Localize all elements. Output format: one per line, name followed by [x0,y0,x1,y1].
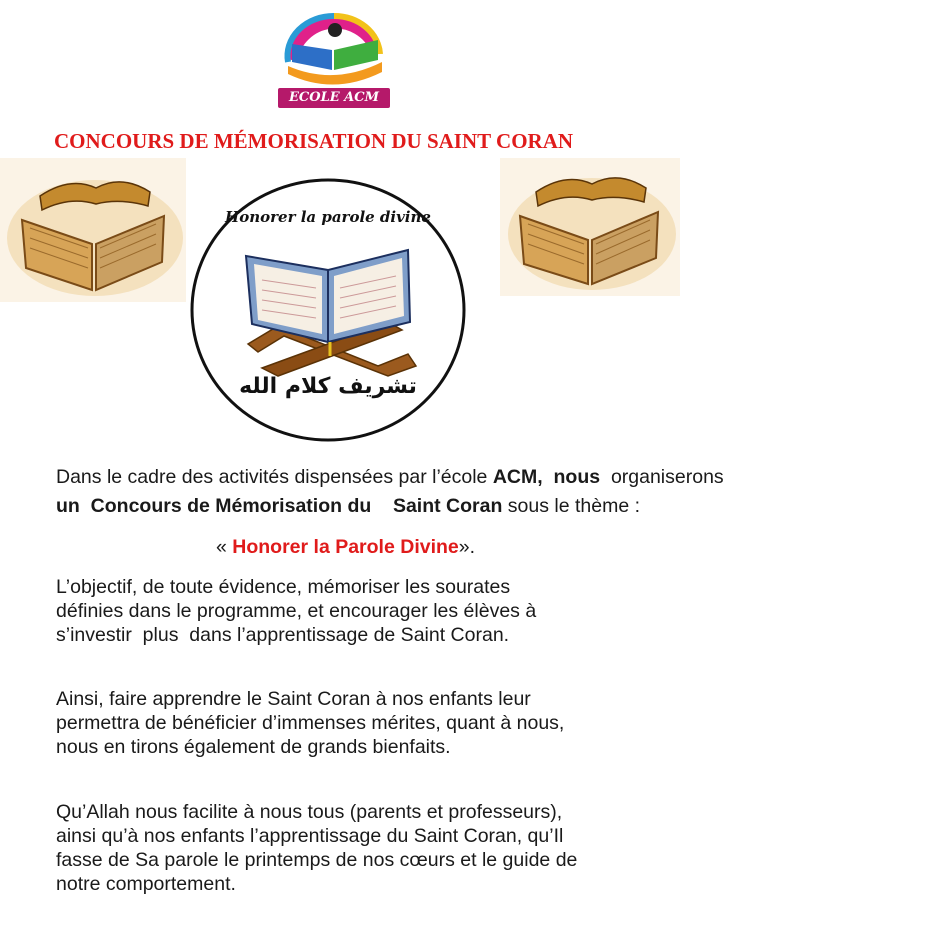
quran-image-right [500,158,680,296]
theme-title: Honorer la Parole Divine [232,536,459,558]
quote-close: ». [458,536,476,558]
emblem-arabic-caption: تشريف كلام الله [239,374,417,399]
theme-lead: sous le thème : [502,495,641,517]
open-quran-icon [0,158,186,302]
paragraph-line: Qu’Allah nous facilite à nous tous (parents et professeurs), [56,801,563,823]
intro-line-2 [56,494,640,518]
theme-line [216,535,475,559]
logo-text: ECOLE ACM [278,88,390,108]
paragraph-line: L’objectif, de toute évidence, mémoriser les sourates [56,576,511,598]
paragraph-prayer [56,800,577,896]
intro-text: Dans le cadre des activités dispensées par l’école [56,466,493,488]
paragraph-line: s’investir plus dans l’apprentissage de Saint Coran. [56,624,510,646]
emblem-caption: Honorer la parole divine [225,208,431,226]
open-quran-icon [500,158,680,296]
page-title: CONCOURS DE MÉMORISATION DU SAINT CORAN [54,129,574,153]
saint-coran: Saint Coran [392,495,503,517]
school-logo [278,4,390,108]
intro-line-1 [56,465,724,489]
paragraph-line: permettra de bénéficier d’immenses mérites, quant à nous, [56,712,565,734]
paragraph-objective [56,575,536,647]
contest-name: un Concours de Mémorisation du [56,495,372,517]
paragraph-line: ainsi qu’à nos enfants l’apprentissage du Saint Coran, qu’Il [56,825,564,847]
paragraph-line: notre comportement. [56,873,236,895]
intro-verb: organiserons [610,466,724,488]
quran-image-left [0,158,186,302]
school-name: ACM, [492,466,543,488]
paragraph-line: nous en tirons également de grands bienfaits. [56,736,451,758]
quote-open: « [216,536,233,558]
theme-emblem [188,176,468,444]
paragraph-line: Ainsi, faire apprendre le Saint Coran à nos enfants leur [56,688,531,710]
intro-nous: nous [553,466,601,488]
logo-emblem-icon [278,4,390,90]
paragraph-line: définies dans le programme, et encourager les élèves à [56,600,537,622]
paragraph-line: fasse de Sa parole le printemps de nos cœurs et le guide de [56,849,578,871]
paragraph-merits [56,687,564,759]
